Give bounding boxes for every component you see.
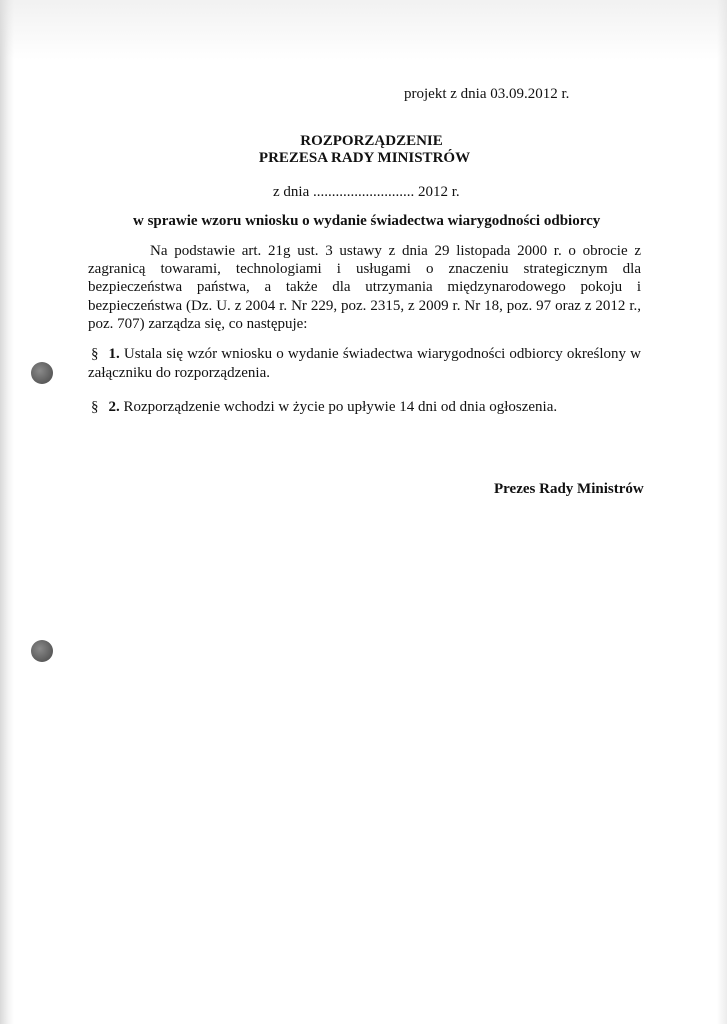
section-1 <box>88 345 641 382</box>
draft-date-note: projekt z dnia 03.09.2012 r. <box>404 86 570 102</box>
legal-basis-preamble: Na podstawie art. 21g ust. 3 ustawy z dnia 29 listopada 2000 r. o obrocie z zagranicą towarami, technologiami i usługami o znaczeniu strategicznym dla bezpieczeństwa państwa, a także dla utrzymania międzynarodowego pokoju i bezpieczeństwa (Dz. U. z 2004 r. Nr 229, poz. 2315, z 2009 r. Nr 18, poz. 97 oraz z 2012 r., poz. 707) zarządza się, co następuje: <box>88 243 641 332</box>
signatory-title: Prezes Rady Ministrów <box>494 481 644 497</box>
title-line-1: ROZPORZĄDZENIE <box>300 133 443 149</box>
section-sign: § <box>91 399 99 415</box>
scan-shade-top <box>0 0 727 60</box>
section-sign: § <box>91 346 99 362</box>
section-2 <box>88 398 641 417</box>
issue-date-line: z dnia ........................... 2012 r. <box>273 184 460 200</box>
punch-hole-bottom <box>31 640 53 662</box>
section-text: Rozporządzenie wchodzi w życie po upływie 14 dni od dnia ogłoszenia. <box>123 399 558 415</box>
document-subject: w sprawie wzoru wniosku o wydanie świadectwa wiarygodności odbiorcy <box>133 213 601 229</box>
section-number: 1. <box>108 346 120 362</box>
title-line-2: PREZESA RADY MINISTRÓW <box>258 150 471 166</box>
section-text: Ustala się wzór wniosku o wydanie świadectwa wiarygodności odbiorcy określony w załączniku do rozporządzenia. <box>88 346 641 381</box>
document-title <box>0 133 727 167</box>
section-number: 2. <box>108 399 120 415</box>
punch-hole-top <box>31 362 53 384</box>
